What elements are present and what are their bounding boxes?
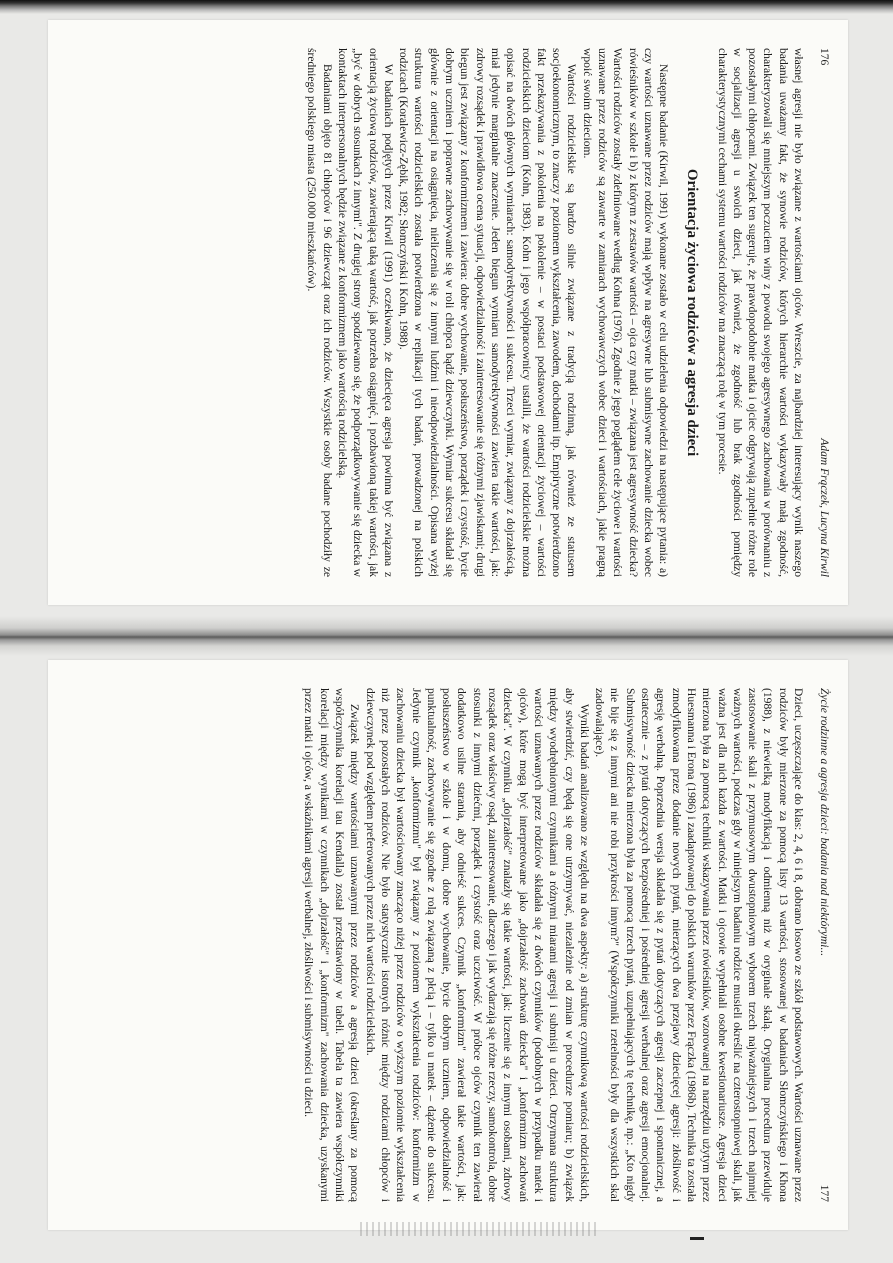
paragraph: Wartości rodzicielskie są bardzo silnie związane z tradycją rodzinną, jak również ze statusem socjoekonomicznym, to znaczy z poziomem wykształcenia, zawodem, dochodami itp. Empiryczne potwierdzono fakt przekazywania z pokolenia na pokolenie – w postaci podstawowej orientacji życiowej – wartości rodzicielskich dzieciom (Kohn, 1983). Kohn i jego współpracownicy ustalili, że wartości rodzicielskie można opisać na dwóch głównych wymiarach: samodyrektywności i sukcesu. Trzeci wymiar, związany z dojrzałością, miał jedynie marginalne znaczenie. Jeden biegun wymiaru samodyrektywności zawiera takie wartości, jak: zdrowy rozsądek i prawidłowa ocena sytuacji, odpowiedzialność i zainteresowanie się różnymi zjawiskami; drugi biegun jest związany z konformizmem i zawiera: dobre wychowanie, posłuszeństwo, porządek i czystość, bycie dobrym uczniem i poprawne zachowywanie się w roli chłopca bądź dziewczynki. Wymiar sukcesu składał się głównie z orientacji na osiągnięcia, nieliczenia się z innymi ludźmi i nieodpowiedzialności. Opisana wyżej struktura wartości rodzicielskich została potwierdzona w replikacji tych badań, prowadzonej na polskich rodzicach (Koralewicz-Zębik, 1982; Słomczyński i Kohn, 1988).: [397, 48, 579, 577]
left-page-scan: [48, 20, 848, 605]
left-page-number: 176: [818, 48, 830, 66]
left-running-head: Adam Frączek, Lucyna Kirwil: [818, 438, 830, 577]
left-page-header: [818, 48, 830, 577]
right-running-head: Życie rodzinne a agresja dzieci: badania nad niektórymi...: [818, 688, 830, 957]
right-page-body: [301, 688, 806, 1202]
right-page-number: 177: [818, 1184, 830, 1202]
right-page-content: [48, 660, 848, 1230]
paragraph: Dzieci, uczęszczające do klas: 2, 4, 6 i 8, dobrano losowo ze szkół podstawowych. Wartości uznawane przez rodziców były mierzone za pomocą listy 13 wartości, stosowanej w badaniach Słomczyńskiego i Khona (1988), z niewielką modyfikacją i odmienną niż w oryginale skalą. Oryginalna procedura przewiduje zastosowanie skali z przymusowym dwustopniowym wyborem trzech najważniejszych i trzech najmniej ważnych wartości, podczas gdy w niniejszym badaniu rodzice musieli określić na czterostopniowej skali, jak ważna jest dla nich każda z wartości. Matki i ojcowie wypełniali osobne kwestionariusze. Agresja dzieci mierzona była za pomocą techniki wskazywania przez rówieśników, wzorowanej na narzędziu użytym przez Huesmanna i Erona (1986) i zaadaptowanej do polskich warunków przez Frączka (1986b). Technika ta została zmodyfikowana przez dodanie nowych pytań, mierzących dwa przejawy dziecięcej agresji: złośliwość i agresję werbalną. Poprzednia wersja składała się z pytań dotyczących agresji zaczepnej i spontanicznej, a ostatecznie – z pytań dotyczących bezpośredniej i pośredniej agresji werbalnej oraz agresji emocjonalnej. Submisywność dziecka mierzona była za pomocą trzech pytań, uzupełniających tę technikę, np.: „Kto nigdy nie bije się z innymi ani nie robi przykrości innym?" (Współczynniki rzetelności były dla wszystkich skal zadowalające).: [593, 688, 805, 1202]
scan-mark: [690, 1237, 704, 1240]
paragraph: Następne badanie (Kirwil, 1991) wykonane zostało w celu udzielenia odpowiedzi na następujące pytania: a) czy wartości uznawane przez rodziców mają wpływ na agresywne lub submisywne zachowanie dziecka wobec rówieśników w szkole i b) z którym z zestawów wartości – ojca czy matki – związana jest agresywność dziecka? Wartości rodziców zostały zdefiniowane według Kohna (1976). Zgodnie z jego poglądem cele życiowe i wartości uznawane przez rodziców są zawarte w zamiarach wychowawczych wobec dzieci i wartościach, jakie pragną wpoić swoim dzieciom.: [580, 48, 671, 577]
scan-smudge: [360, 1222, 600, 1236]
book-spine-fold: [0, 616, 893, 656]
paragraph: W badaniach podjętych przez Kirwil (1991) oczekiwano, że dziecięca agresja powinna być związana z orientacją życiową rodziców, zawierającą taką wartość, jak potrzeba osiągnięć, i pozbawioną takiej wartości, jak „być w dobrych stosunkach z innymi". Z drugiej strony spodziewano się, że podporządkowywanie się dziecka w kontaktach interpersonalnych będzie związane z konformizmem jako wartością rodzicielską.: [335, 48, 395, 577]
paragraph: Badaniami objęto 81 chłopców i 96 dziewcząt oraz ich rodziców. Wszystkie osoby badane pochodziły ze średniego polskiego miasta (250.000 mieszkańców).: [305, 48, 334, 577]
right-page-scan: [48, 660, 848, 1230]
section-title: Orientacja życiowa rodziców a agresja dzieci: [684, 168, 701, 457]
left-page-body: [304, 48, 806, 577]
left-page-content: [48, 20, 848, 605]
paragraph: Związek między wartościami uznawanymi przez rodziców a agresją dzieci (określany za pomocą współczynnika korelacji tau Kendalla) został przedstawiony w tabeli. Tabela ta zawiera współczynniki korelacji między wynikami w czynnikach „dojrzałość" i „konformizm" zachowania dziecka, uzyskanymi przez matki i ojców, a wskaźnikami agresji werbalnej, złośliwości i submisywności u dzieci.: [302, 688, 362, 1202]
paragraph: własnej agresji nie było związane z wartościami ojców. Wreszcie, za najbardziej interesujący wynik naszego badania uważamy fakt, że synowie rodziców, których hierarchie wartości wykazywały małą zgodność, charakteryzowali się mniejszym poczuciem winy z powodu swojego agresywnego zachowania w porównaniu z pozostałymi chłopcami. Związek ten sugeruje, że prawdopodobnie matka i ojciec odgrywają zupełnie różne role w socjalizacji agresji u swoich dzieci, jak również, że zgodność lub brak zgodności pomiędzy charakterystycznymi cechami systemu wartości rodziców ma znaczącą rolę w tym procesie.: [715, 48, 805, 577]
scan-top-edge: [0, 0, 893, 14]
paragraph: Wyniki badań analizowano ze względu na dwa aspekty: a) strukturę czynnikową wartości rodzicielskich, aby stwierdzić, czy będą się one utrzymywać, niezależnie od zmian w procedurze pomiaru; b) związek między wyodrębnionymi czynnikami a różnymi miarami agresji i submisji u dzieci. Otrzymana struktura wartości uznawanych przez rodziców składała się z dwóch czynników (podobnych w przypadku matek i ojców), które mogą być interpretowane jako „dojrzałość zachowań dziecka" i „konformizm zachowań dziecka". W czynniku „dojrzałość" znalazły się takie wartości, jak: liczenie się z innymi osobami, zdrowy rozsądek oraz właściwy osąd, zainteresowanie, dlaczego i jak wydarzają się różne rzeczy, samokontrola, dobre stosunki z innymi dziećmi, porządek i czystość oraz uczciwość. W próbce ojców czynnik ten zawierał dodatkowo usilne starania, aby odnieść sukces. Czynnik „konformizm" zawierał takie wartości, jak: posłuszeństwo w szkole i w domu, dobre wychowanie, bycie dobrym uczniem, odpowiedzialność i punktualność, zachowywanie się zgodne z rolą związaną z płcią i – tylko u matek – dążenie do sukcesu. Jedynie czynnik „konformizmu" był związany z poziomem wykształcenia rodziców: konformizm w zachowaniu dziecka był wartościowany znacząco niżej przez rodziców o wyższym poziomie wykształcenia niż przez pozostałych rodziców. Nie było statystycznie istotnych różnic między rodzicami chłopców i dziewczynek pod względem preferowanych przez nich wartości rodzicielskich.: [363, 688, 591, 1202]
right-page-header: [818, 688, 830, 1202]
